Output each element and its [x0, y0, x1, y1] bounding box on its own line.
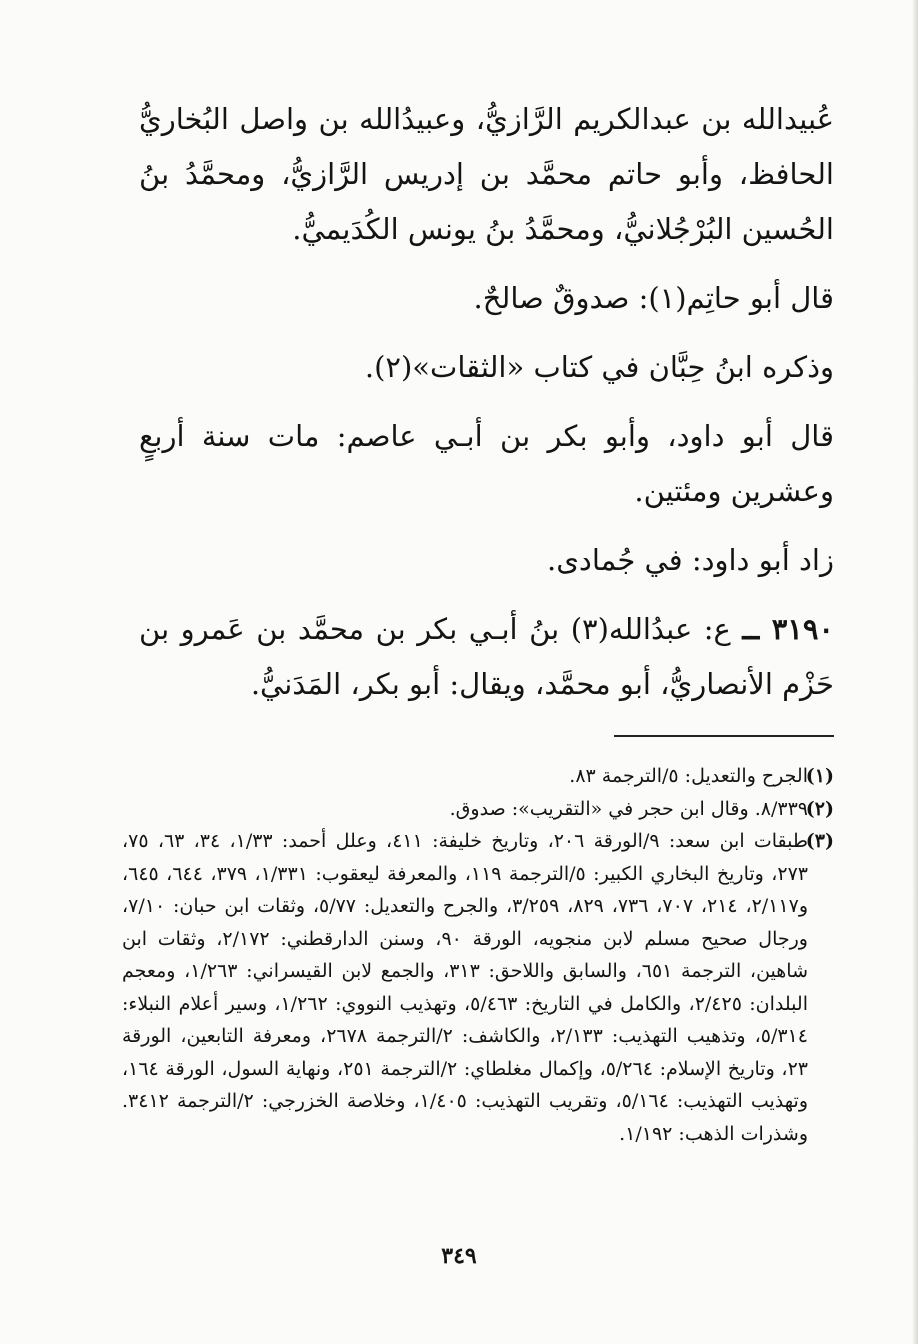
footnote-2: [122, 793, 834, 826]
entry-number: ٣١٩٠ ــ: [742, 612, 834, 646]
footnote-text: ٨/٣٣٩. وقال ابن حجر في «التقريب»: صدوق.: [449, 797, 808, 820]
footnote-number: (١): [805, 765, 834, 787]
footnote-text: الجرح والتعديل: ٥/الترجمة ٨٣.: [569, 765, 808, 787]
paragraph-narrators: عُبيدالله بن عبدالكريم الرَّازيُّ، وعبيدُالله بن واصل البُخاريُّ الحافظ، وأبو حاتم محمَّد بن إدريس الرَّازيُّ، ومحمَّدُ بنُ الحُسين البُرْجُلانيُّ، ومحمَّدُ بنُ يونس الكُدَيميُّ.: [139, 102, 834, 246]
entry-3190: [139, 602, 834, 712]
page-number: ٣٤٩: [441, 1243, 477, 1269]
entry-text: ع: عبدُالله(٣) بنُ أبـي بكر بن محمَّد بن عَمرو بن حَزْم الأنصاريُّ، أبو محمَّد، ويقال: أبو بكر، المَدَنيُّ.: [139, 612, 834, 701]
main-text: [139, 92, 834, 712]
paragraph-death-date: قال أبو داود، وأبو بكر بن أبـي عاصم: مات سنة أربعٍ وعشرين ومئتين.: [139, 419, 834, 508]
paragraph-abu-hatim: قال أبو حاتِم(١): صدوقٌ صالحٌ.: [473, 281, 834, 315]
footnote-text: طبقات ابن سعد: ٩/الورقة ٢٠٦، وتاريخ خليفة: ٤١١، وعلل أحمد: ١/٣٣، ٣٤، ٦٣، ٧٥، ٢٧٣، وتاريخ البخاري الكبير: ٥/الترجمة ١١٩، والمعرفة ليعقوب: ١/٣٣١، ٣٧٩، ٦٤٤، ٦٤٥، و٢/١١٧، ٢١٤، ٧٠٧، ٧٣٦، ٨٢٩، ٣/٢٥٩، والجرح والتعديل: ٥/٧٧، وثقات ابن حبان: ٧/١٠، ورجال صحيح مسلم لابن منجويه، الورقة ٩٠، وسنن الدارقطني: ٢/١٧٢، وثقات ابن شاهين، الترجمة ٦٥١، والسابق واللاحق: ٣١٣، والجمع لابن القيسراني: ١/٢٦٣، ومعجم البلدان: ٢/٤٢٥، والكامل في التاريخ: ٥/٤٦٣، وتهذيب النووي: ١/٢٦٢، وسير أعلام النبلاء: ٥/٣١٤، وتذهيب التهذيب: ٢/١٣٣، والكاشف: ٢/الترجمة ٢٦٧٨، ومعرفة التابعين، الورقة ٢٣، وتاريخ الإسلام: ٥/٢٦٤، وإكمال مغلطاي: ٢/الترجمة ٢٥١، ونهاية السول، الورقة ١٦٤، وتهذيب التهذيب: ٥/١٦٤، وتقريب التهذيب: ١/٤٠٥، وخلاصة الخزرجي: ٢/الترجمة ٣٤١٢. وشذرات الذهب: ١/١٩٢.: [122, 830, 809, 1145]
footnotes: [122, 760, 834, 1150]
footnote-divider: [614, 735, 834, 737]
footnote-number: (٣): [805, 830, 834, 852]
page-edge-shadow: [912, 0, 918, 1344]
paragraph-abu-dawud: زاد أبو داود: في جُمادى.: [546, 543, 834, 577]
footnote-number: (٢): [805, 797, 834, 820]
paragraph-ibn-hibban: وذكره ابنُ حِبَّان في كتاب «الثقات»(٢).: [364, 350, 834, 384]
footnote-3: [122, 825, 834, 1150]
footnote-1: [122, 760, 834, 793]
